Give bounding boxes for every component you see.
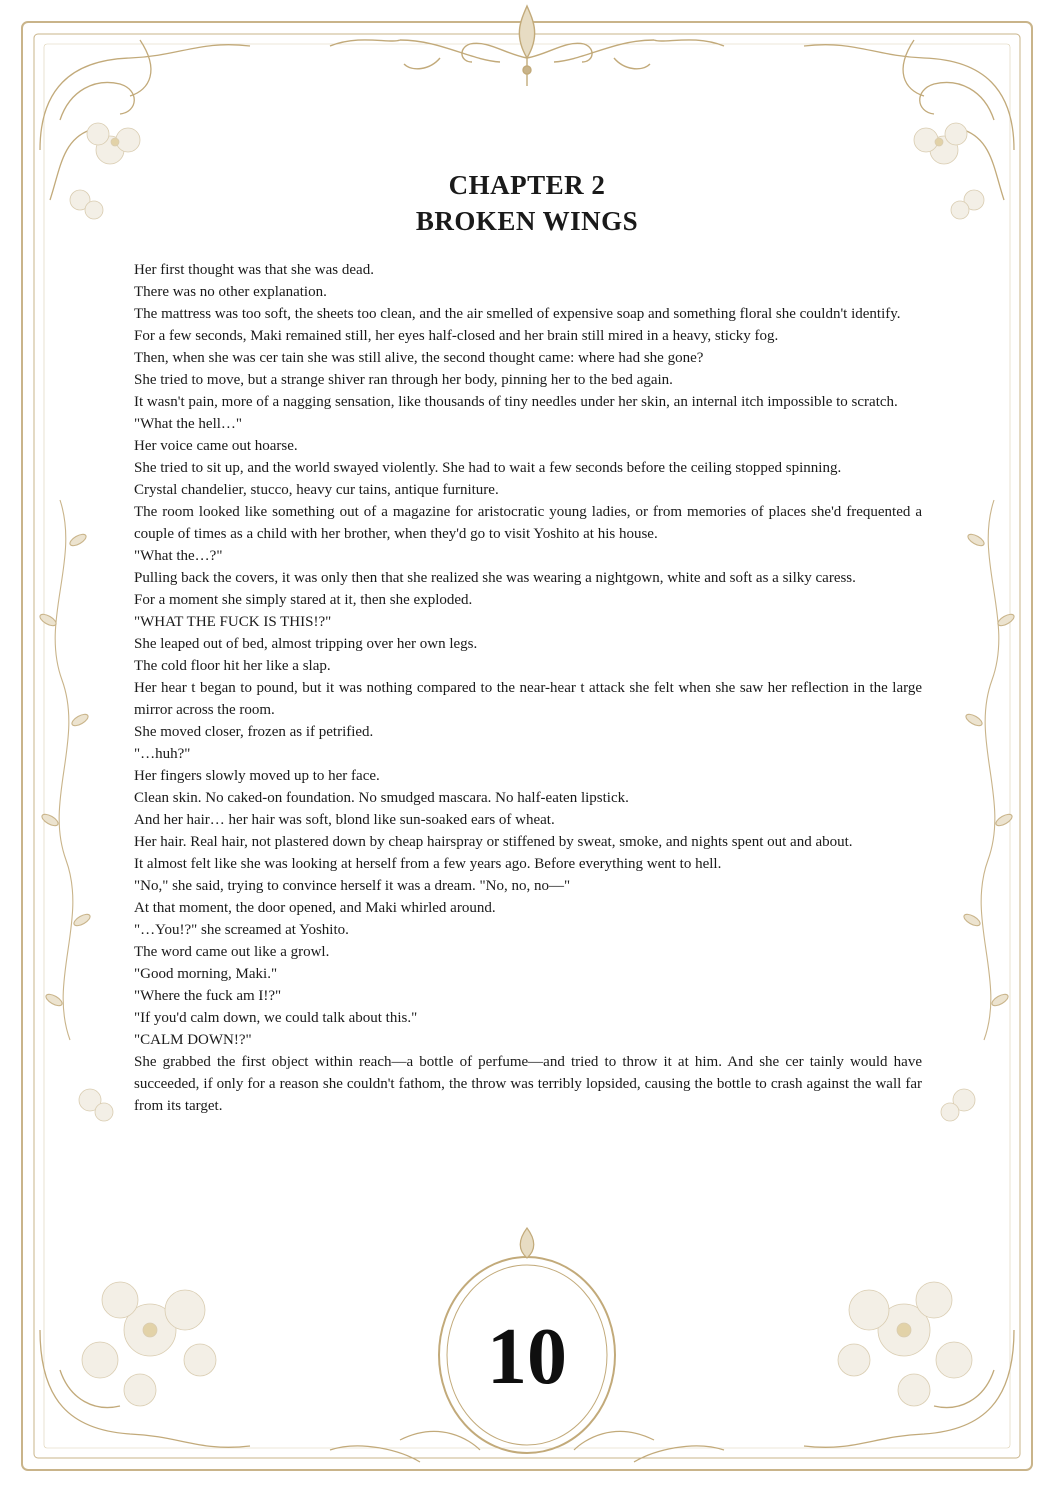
paragraph: "…huh?" xyxy=(134,746,191,762)
paragraph: She moved closer, frozen as if petrified. xyxy=(134,724,374,740)
paragraph: "What the hell…" xyxy=(134,416,243,432)
paragraph: The room looked like something out of a magazine for aristocratic young ladies, or from memories of places she'd frequented a couple of times as a child with her brother, when they'd go to visit Yoshito at his house. xyxy=(134,504,922,542)
paragraph: It wasn't pain, more of a nagging sensation, like thousands of tiny needles under her skin, an internal itch impossible to scratch. xyxy=(134,394,898,410)
paragraph: The word came out like a growl. xyxy=(134,944,330,960)
paragraph: Then, when she was cer tain she was still alive, the second thought came: where had she gone? xyxy=(134,350,704,366)
paragraph: Pulling back the covers, it was only then that she realized she was wearing a nightgown, white and soft as a silky caress. xyxy=(134,570,856,586)
paragraph: "Good morning, Maki." xyxy=(134,966,278,982)
paragraph: "No," she said, trying to convince herself it was a dream. "No, no, no—" xyxy=(134,878,571,894)
paragraph: "CALM DOWN!?" xyxy=(134,1032,252,1048)
paragraph: Her hear t began to pound, but it was nothing compared to the near-hear t attack she felt when she saw her reflection in the large mirror across the room. xyxy=(134,680,922,718)
paragraph: Her hair. Real hair, not plastered down by cheap hairspray or stiffened by sweat, smoke, and nights spent out and about. xyxy=(134,834,853,850)
paragraph: And her hair… her hair was soft, blond like sun-soaked ears of wheat. xyxy=(134,812,555,828)
paragraph: Her voice came out hoarse. xyxy=(134,438,298,454)
right-vine xyxy=(962,500,1016,1040)
paragraph: Crystal chandelier, stucco, heavy cur tains, antique furniture. xyxy=(134,482,499,498)
paragraph: "What the…?" xyxy=(134,548,223,564)
chapter-title: BROKEN WINGS xyxy=(415,206,639,236)
paragraph: It almost felt like she was looking at herself from a few years ago. Before everything went to hell. xyxy=(134,856,722,872)
paragraph: "If you'd calm down, we could talk about this." xyxy=(134,1010,418,1026)
chapter-number: CHAPTER 2 xyxy=(448,170,606,200)
paragraph: For a few seconds, Maki remained still, her eyes half-closed and her brain still mired in a heavy, sticky fog. xyxy=(134,328,779,344)
left-vine xyxy=(38,500,92,1040)
paragraph: The mattress was too soft, the sheets too clean, and the air smelled of expensive soap and something floral she couldn't identify. xyxy=(134,306,901,322)
paragraph: "…You!?" she screamed at Yoshito. xyxy=(134,922,349,938)
paragraph: "WHAT THE FUCK IS THIS!?" xyxy=(134,614,332,630)
page-number: 10 xyxy=(487,1313,567,1401)
paragraph: She leaped out of bed, almost tripping over her own legs. xyxy=(134,636,478,652)
paragraph: Her first thought was that she was dead. xyxy=(134,262,374,278)
paragraph: "Where the fuck am I!?" xyxy=(134,988,282,1004)
paragraph: The cold floor hit her like a slap. xyxy=(134,658,331,674)
paragraph: Clean skin. No caked-on foundation. No smudged mascara. No half-eaten lipstick. xyxy=(134,790,629,806)
paragraph: She tried to sit up, and the world swayed violently. She had to wait a few seconds before the ceiling stopped spinning. xyxy=(134,460,842,476)
top-fleur-ornament xyxy=(330,6,724,86)
paragraph: There was no other explanation. xyxy=(134,284,327,300)
paragraph: Her fingers slowly moved up to her face. xyxy=(134,768,380,784)
paragraph: At that moment, the door opened, and Maki whirled around. xyxy=(134,900,496,916)
paragraph: For a moment she simply stared at it, then she exploded. xyxy=(134,592,473,608)
paragraph: She grabbed the first object within reach—a bottle of perfume—and tried to throw it at him. And she cer tainly would have succeeded, if only for a reason she couldn't fathom, the throw was terribly lopsided, causing the bottle to crash against the wall far from its target. xyxy=(134,1054,922,1114)
paragraph: She tried to move, but a strange shiver ran through her body, pinning her to the bed again. xyxy=(134,372,673,388)
chapter-body-text xyxy=(134,259,922,1117)
